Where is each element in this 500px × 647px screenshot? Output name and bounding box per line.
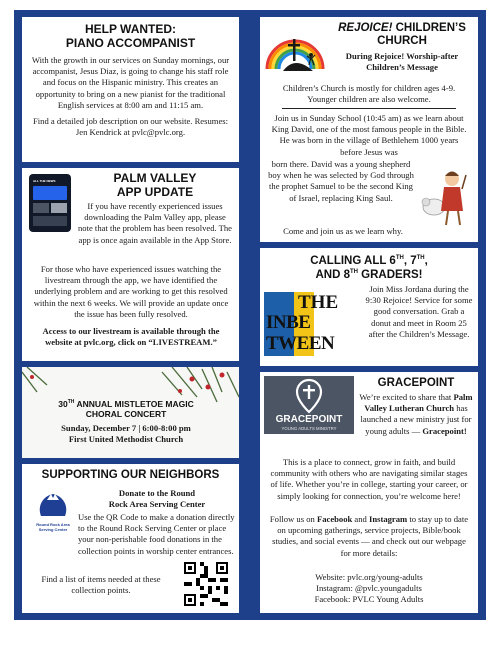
- young-david-illustration: [420, 167, 468, 229]
- neighbors-donate-line2: Rock Area Serving Center: [108, 499, 206, 510]
- gracepoint-facebook[interactable]: Facebook: PVLC Young Adults: [314, 594, 424, 604]
- app-update-livestream: Access to our livestream is available through the website at pvlc.org, click on “LIVESTREAM.”: [42, 326, 220, 348]
- gracepoint-box: [260, 372, 478, 613]
- rejoice-text-2b: born there. David was a young shepherd boy when he was selected by God through the prophet Samuel to be the second King of Israel, replacing King Saul.: [268, 159, 414, 203]
- neighbors-title: SUPPORTING OUR NEIGHBORS: [41, 469, 220, 481]
- gracepoint-intro: We’re excited to share that Palm Valley Lutheran Church has launched a new ministry just for young adults — Gracepoint!: [359, 392, 473, 436]
- phone-screenshot-icon: [29, 174, 71, 232]
- inbetween-logo: THE INBE TWEEN: [264, 292, 360, 356]
- graders-box: [260, 248, 478, 366]
- location-pin-cross-icon: [264, 376, 354, 414]
- rejoice-title-line2: CHURCH: [377, 35, 427, 47]
- rejoice-text-1: Children’s Church is mostly for children ages 4-9. Younger children are also welcome.: [282, 83, 456, 105]
- rejoice-subtitle-line2: Children’s Message: [366, 62, 438, 73]
- qr-code-icon[interactable]: [184, 562, 228, 606]
- app-update-title-line2: APP UPDATE: [116, 184, 194, 199]
- mistletoe-title-line2: CHORAL CONCERT: [85, 408, 167, 419]
- neighbors-box: [22, 464, 239, 613]
- graders-title-line2: AND 8TH GRADERS!: [315, 268, 423, 281]
- gracepoint-text: This is a place to connect, grow in faith, and build community with others who are navigating similar stages of life. Whether you’re in college, starting your career, or simply looking for connection, you’re welcome here!: [270, 457, 468, 501]
- rejoice-subtitle-line1: During Rejoice! Worship-after: [345, 51, 459, 61]
- phone-header: ALL THE NEWS: [33, 179, 56, 183]
- gracepoint-title: GRACEPOINT: [377, 377, 455, 389]
- rejoice-box: [260, 17, 478, 242]
- app-update-text-1: If you have recently experienced issues downloading the Palm Valley app, please note that the problem has been resolved. The app is once again available in the App Store.: [77, 201, 232, 245]
- mistletoe-box: [22, 367, 239, 458]
- gracepoint-logo: GRACEPOINT YOUNG ADULTS MINISTRY: [264, 376, 354, 434]
- app-update-text-2: For those who have experienced issues watching the livestream through the app, we have identified the underlying problem and are working to get this resolved within the next 6 weeks. We will provide an update once the issue has been fully resolved.: [33, 264, 229, 319]
- graders-text: Join Miss Jordana during the 9:30 Rejoice! Service for some good conversation. Grab a donut and meet in Room 25 after the Children’s Message.: [365, 284, 473, 339]
- help-wanted-title-line1: HELP WANTED:: [84, 22, 177, 36]
- mistletoe-date: Sunday, December 7 | 6:00-8:00 pm: [61, 422, 191, 433]
- rejoice-divider: [282, 108, 456, 109]
- rejoice-title: REJOICE! CHILDREN’S: [338, 22, 466, 34]
- help-wanted-contact: Find a detailed job description on our website. Resumes: Jen Kendrick at pvlc@pvlc.org.: [33, 116, 228, 138]
- mistletoe-venue: First United Methodist Church: [68, 434, 184, 445]
- help-wanted-text: With the growth in our services on Sunday mornings, our accompanist, Jesus Diaz, is going to change his staff role and focus on the Hispanic ministry. This creates an opportunity to bring on a new pianist for the traditional English services at 8:00 am and 11:15 am.: [31, 55, 230, 110]
- rejoice-text-2c: Come and join us as we learn why.: [283, 226, 403, 236]
- rejoice-text-2a: Join us in Sunday School (10:45 am) as we learn about King David, one of the most famous people in the Bible. He was born in the village of Bethlehem 1000 years before Jesus was: [271, 113, 467, 157]
- graders-title: CALLING ALL 6TH, 7TH,: [310, 254, 428, 267]
- help-wanted-box: [22, 17, 239, 162]
- gracepoint-instagram[interactable]: Instagram: @pvlc.youngadults: [316, 583, 422, 593]
- neighbors-donate-line1: Donate to the Round: [118, 488, 196, 498]
- serving-center-logo: Round Rock Area Serving Center: [33, 488, 73, 532]
- gracepoint-website[interactable]: Website: pvlc.org/young-adults: [315, 572, 423, 582]
- help-wanted-title-line2: PIANO ACCOMPANIST: [65, 35, 196, 50]
- neighbors-text-1: Use the QR Code to make a donation directly to the Round Rock Serving Center or place your non-perishable food donations in the collection points in worship center entrances.: [78, 512, 235, 556]
- neighbors-text-2: Find a list of items needed at these collection points.: [41, 574, 161, 596]
- rainbow-cross-icon: [263, 25, 327, 79]
- app-update-box: [22, 168, 239, 361]
- gracepoint-follow: Follow us on Facebook and Instagram to stay up to date on upcoming gatherings, service projects, Bible/book studies, and social events — and check out our webpage for more details:: [269, 514, 469, 558]
- mistletoe-title: 30TH ANNUAL MISTLETOE MAGIC: [58, 398, 194, 409]
- app-update-title-line1: PALM VALLEY: [113, 171, 197, 185]
